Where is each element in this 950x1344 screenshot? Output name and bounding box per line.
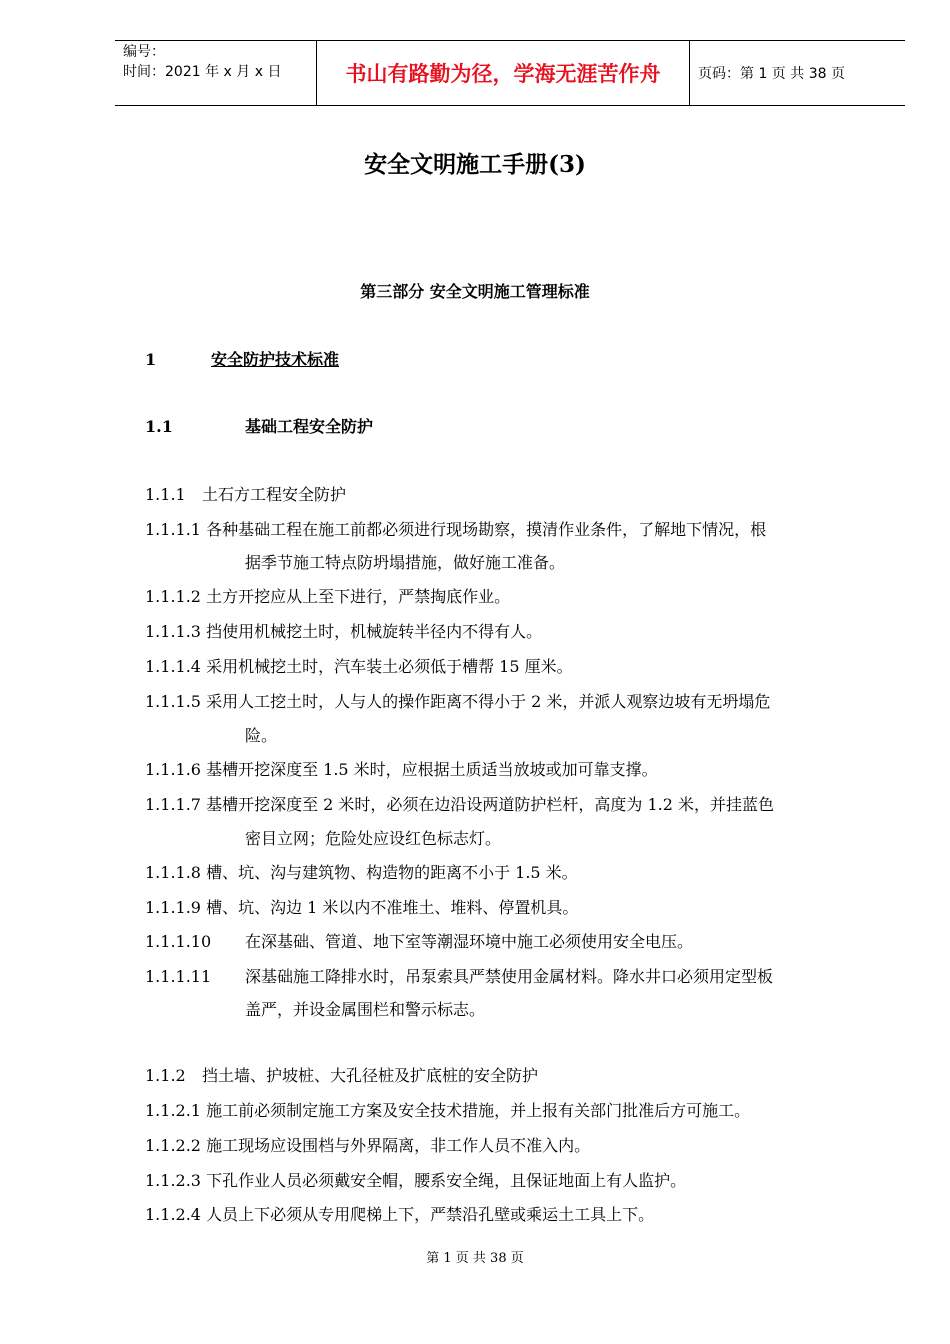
list-item: 1.1.1.6 基槽开挖深度至 1.5 米时，应根据土质适当放坡或加可靠支撑。 — [145, 760, 658, 779]
list-item: 1.1.1.3 挡使用机械挖土时，机械旋转半径内不得有人。 — [145, 622, 543, 641]
section-heading-1 — [145, 347, 339, 370]
item-number: 1.1.1.11 — [145, 967, 212, 986]
header-motto: 书山有路勤为径，学海无涯苦作舟 — [316, 41, 690, 105]
item-number: 1.1.1.10 — [145, 932, 212, 951]
list-item-continuation: 盖严，并设金属围栏和警示标志。 — [245, 1000, 486, 1019]
section-heading-1-1-2 — [145, 1063, 538, 1086]
list-item: 1.1.2.3 下孔作业人员必须戴安全帽，腰系安全绳，且保证地面上有人监护。 — [145, 1171, 687, 1190]
section-number: 1 — [145, 350, 157, 369]
list-item: 1.1.1.4 采用机械挖土时，汽车装土必须低于槽帮 15 厘米。 — [145, 657, 573, 676]
list-item-continuation: 险。 — [245, 726, 278, 745]
part-title: 第三部分 安全文明施工管理标准 — [360, 282, 590, 301]
list-item: 1.1.1.2 土方开挖应从上至下进行，严禁掏底作业。 — [145, 587, 511, 606]
section-heading-1-1 — [145, 414, 373, 437]
item-text: 在深基础、管道、地下室等潮湿环境中施工必须使用安全电压。 — [245, 932, 694, 951]
list-item-continuation: 据季节施工特点防坍塌措施，做好施工准备。 — [245, 553, 566, 572]
list-item: 1.1.2.4 人员上下必须从专用爬梯上下，严禁沿孔壁或乘运土工具上下。 — [145, 1205, 655, 1224]
document-date-label: 时间：2021 年 x 月 x 日 — [123, 64, 282, 80]
list-item: 1.1.1.7 基槽开挖深度至 2 米时，必须在边沿设两道防护栏杆，高度为 1.2 米，并挂蓝色 — [145, 795, 775, 814]
header-page-number: 页码：第 1 页 共 38 页 — [698, 66, 845, 82]
document-title: 安全文明施工手册(3) — [364, 151, 586, 178]
list-item: 1.1.1.8 槽、坑、沟与建筑物、构造物的距离不小于 1.5 米。 — [145, 863, 578, 882]
section-heading-1-1-1 — [145, 482, 346, 505]
list-item: 1.1.1.5 采用人工挖土时，人与人的操作距离不得小于 2 米，并派人观察边坡有无坍塌危 — [145, 692, 771, 711]
section-number: 1.1.2 — [145, 1066, 186, 1085]
item-text: 深基础施工降排水时，吊泵索具严禁使用金属材料。降水井口必须用定型板 — [245, 967, 774, 986]
list-item: 1.1.2.1 施工前必须制定施工方案及安全技术措施，并上报有关部门批准后方可施工。 — [145, 1101, 751, 1120]
section-title: 土石方工程安全防护 — [202, 485, 347, 504]
section-title: 挡土墙、护坡桩、大孔径桩及扩底桩的安全防护 — [202, 1066, 539, 1085]
list-item: 1.1.1.9 槽、坑、沟边 1 米以内不准堆土、堆料、停置机具。 — [145, 898, 579, 917]
list-item-continuation: 密目立网；危险处应设红色标志灯。 — [245, 829, 502, 848]
list-item: 1.1.2.2 施工现场应设围档与外界隔离，非工作人员不准入内。 — [145, 1136, 591, 1155]
page-footer: 第 1 页 共 38 页 — [426, 1251, 524, 1266]
section-number: 1.1 — [145, 417, 173, 436]
list-item: 1.1.1.1 各种基础工程在施工前都必须进行现场勘察，摸清作业条件，了解地下情况，根 — [145, 520, 767, 539]
section-title: 安全防护技术标准 — [211, 350, 340, 369]
list-item — [145, 964, 773, 987]
document-number-label: 编号： — [123, 44, 165, 60]
section-number: 1.1.1 — [145, 485, 186, 504]
header-meta — [115, 41, 316, 105]
section-title: 基础工程安全防护 — [245, 417, 374, 436]
list-item — [145, 929, 693, 952]
page-header — [115, 40, 905, 106]
